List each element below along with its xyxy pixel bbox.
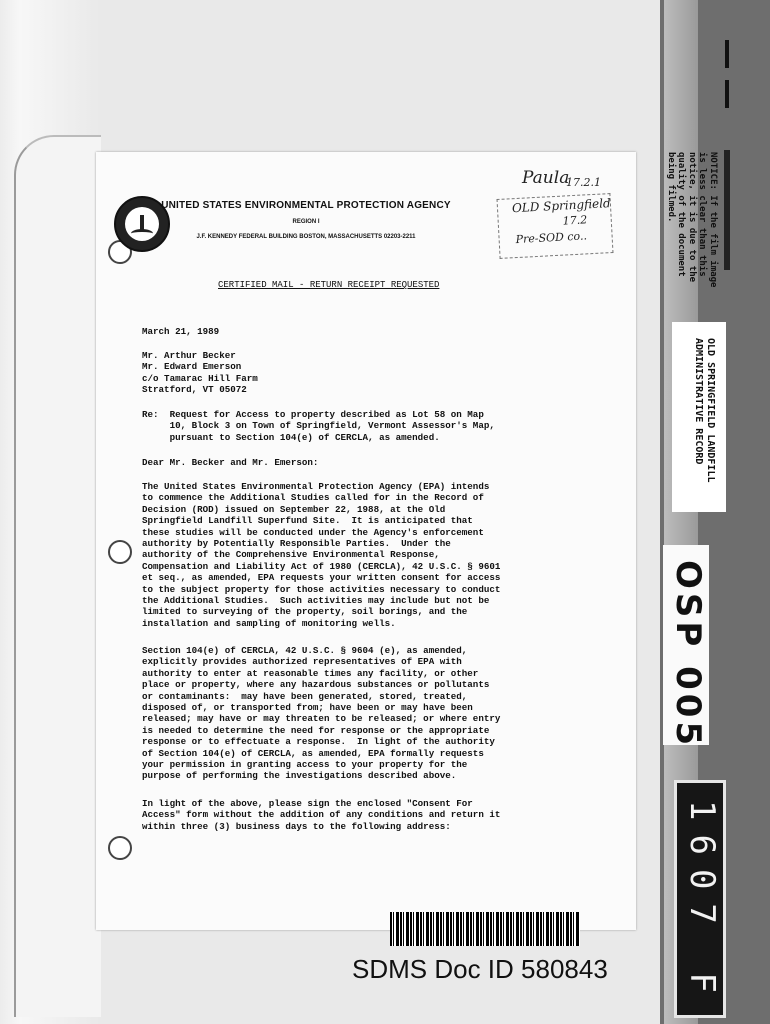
re-line: Re: Request for Access to property described as Lot 58 on Map 10, Block 3 on Town of Springfield, Vermont Assessor's Map, pursuant to Section 104(e) of CERCLA, as amended. — [142, 409, 495, 443]
handwritten-number: 17.2.1 — [566, 176, 601, 189]
barcode — [390, 912, 580, 946]
sdms-doc-id: SDMS Doc ID 580843 — [352, 954, 608, 984]
agency-name: UNITED STATES ENVIRONMENTAL PROTECTION AGENCY — [161, 200, 451, 211]
letter-date: March 21, 1989 — [142, 326, 220, 337]
film-notice: NOTICE: If the film image is less clear than this notice, it is due to the quality of the document being filmed. — [666, 152, 718, 288]
record-label: OLD SPRINGFIELD LANDFILL ADMINISTRATIVE RECORD — [693, 338, 716, 483]
handwritten-note: Paula — [522, 168, 570, 188]
paragraph-1: The United States Environmental Protection Agency (EPA) intends to commence the Additional Studies called for in the Record of Decision (ROD) issued on September 22, 1988, at the Old Springfield Landfill Superfund Site. It is anticipated that these studies will be conducted under the Agency's enforcement authority by Potentially Responsible Parties. Under the authority of the Comprehensive Environmental Response, Compensation and Liability Act of 1980 (CERCLA), 42 U.S.C. § 9601 et seq., as amended, EPA requests your written consent for access to the subject property for those activities necessary to conduct the Additional Studies. Such activities may include but not be limited to surveying of the property, soil borings, and the installation and sampling of monitoring wells. — [142, 481, 501, 629]
film-marker — [724, 150, 730, 270]
stamp-handwriting-1: OLD Springfield — [511, 196, 612, 216]
recipient-address: Mr. Arthur Becker Mr. Edward Emerson c/o Tamarac Hill Farm Stratford, VT 05072 — [142, 350, 258, 396]
record-stamp — [497, 193, 614, 259]
film-marker — [725, 40, 729, 68]
osp-label: OSP 005 — [668, 560, 708, 750]
certified-mail-line: CERTIFIED MAIL - RETURN RECEIPT REQUESTED — [218, 280, 440, 290]
paragraph-3: In light of the above, please sign the enclosed "Consent For Access" form without the addition of any conditions and return it within three (3) business days to the following address: — [142, 798, 501, 832]
page-curl — [14, 135, 101, 1017]
agency-address: J.F. KENNEDY FEDERAL BUILDING BOSTON, MASSACHUSETTS 02203-2211 — [196, 234, 416, 240]
region-label: REGION I — [292, 219, 320, 225]
fiche-number: 1607 F — [682, 800, 722, 1007]
salutation: Dear Mr. Becker and Mr. Emerson: — [142, 457, 319, 468]
stamp-handwriting-3: Pre-SOD co.. — [515, 229, 588, 247]
stamp-handwriting-2: 17.2 — [562, 213, 588, 228]
paragraph-2: Section 104(e) of CERCLA, 42 U.S.C. § 9604 (e), as amended, explicitly provides authorized representatives of EPA with authority to enter at reasonable times any facility, or other place or property, where any hazardous substances or pollutants or contaminants: may have been generated, stored, treated, disposed of, or transported from; have been or may have been released; may have or may threaten to be released; or where entry is needed to determine the need for response or the appropriate response or to effectuate a response. In light of the authority of Section 104(e) of CERCLA, as amended, EPA formally requests your permission in granting access to your property for the purpose of performing the investigations described above. — [142, 645, 501, 782]
binder-hole-middle — [108, 540, 132, 564]
letterhead — [96, 200, 516, 240]
binder-hole-bottom — [108, 836, 132, 860]
film-marker — [725, 80, 729, 108]
